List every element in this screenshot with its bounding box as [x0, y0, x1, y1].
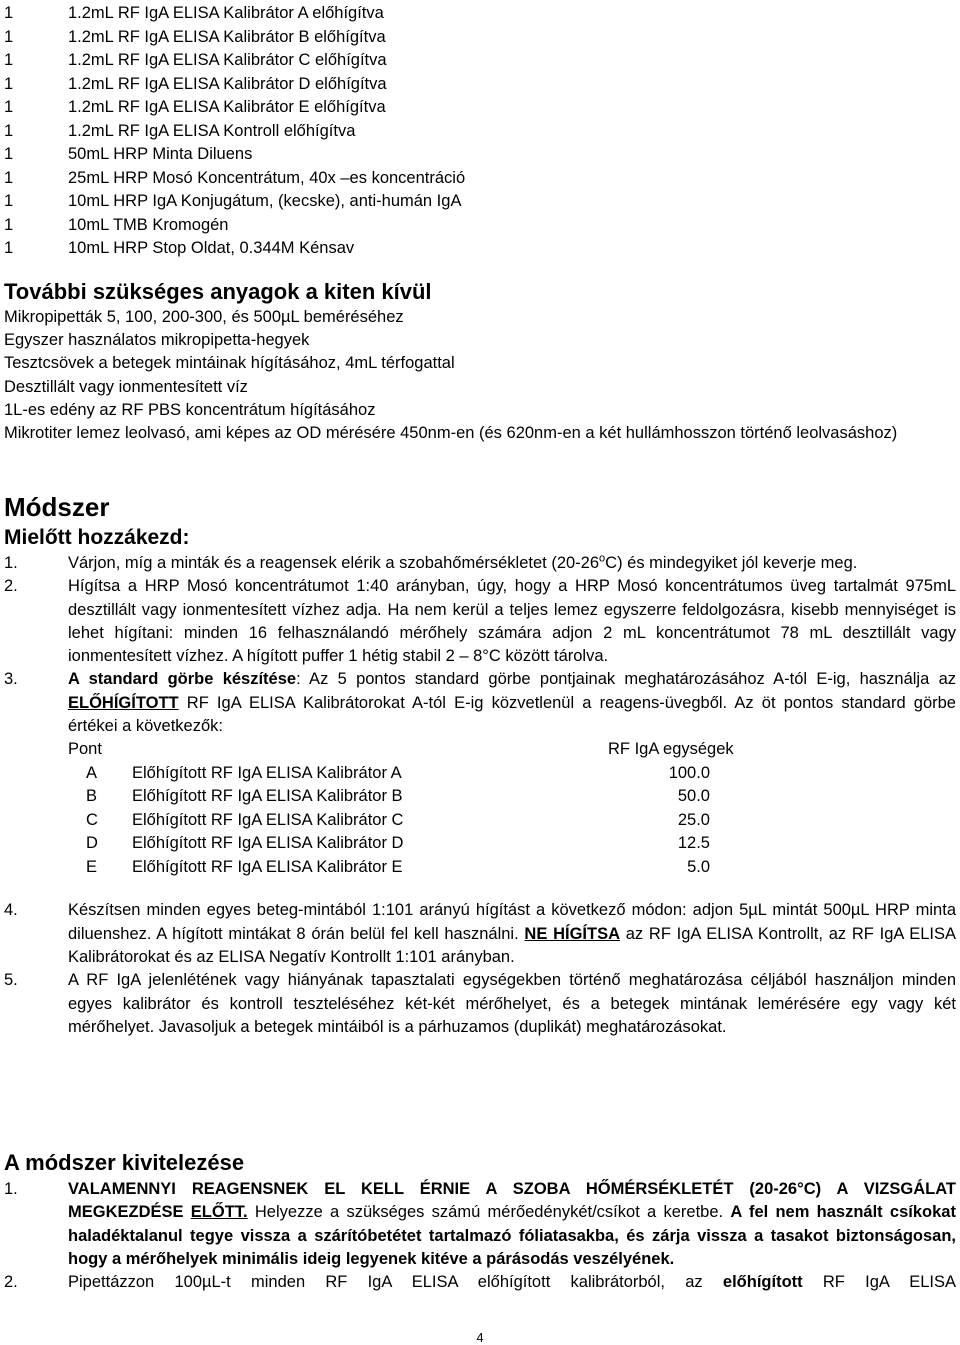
calibrator-cell: Előhígított RF IgA ELISA Kalibrátor D [132, 834, 404, 853]
point-cell: B [86, 787, 98, 806]
kit-item-qty: 1 [4, 74, 14, 93]
table-row [68, 856, 956, 880]
material-item: Tesztcsövek a betegek mintáinak hígításához, 4mL térfogattal [4, 354, 455, 373]
kit-item-qty: 1 [4, 51, 14, 69]
materials-section [4, 278, 956, 445]
kit-item [4, 190, 465, 214]
point-cell: E [86, 857, 98, 876]
procedure-section [4, 1148, 956, 1294]
material-item: Mikropipetták 5, 100, 200-300, és 500µL beméréséhez [4, 308, 404, 326]
kit-item-qty: 1 [4, 215, 14, 234]
step-text: A standard görbe készítése: Az 5 pontos standard görbe pontjainak meghatározásához A-tól E-ig, használja az ELŐHÍGÍTOTT RF IgA ELISA Kalibrátorokat A-tól E-ig közvetlenül a reagens-üvegből. Az öt pontos standard görbe értékei a következők: Pont RF IgA egységek A Előhígított RF IgA ELISA Kalibrátor A 100.0 B Előhígított RF IgA ELISA Kalibrátor B 50.0 C Előhígított RF IgA ELISA Kalibrátor C 25.0 D Előhígított RF IgA ELISA Kalibrátor D 12.5 E Előhígított RF IgA ELISA Kalibrátor E 5.0 [68, 668, 956, 879]
materials-list [4, 306, 956, 445]
point-cell: A [86, 763, 98, 782]
kit-item [4, 237, 465, 261]
procedure-step-2 [4, 1271, 956, 1294]
kit-contents-list [4, 2, 465, 261]
kit-item-qty: 1 [4, 4, 14, 22]
kit-item-qty: 1 [4, 145, 14, 163]
point-cell: C [86, 810, 98, 829]
value-cell: 25.0 [677, 810, 710, 829]
value-cell: 5.0 [687, 857, 710, 876]
calibrator-cell: Előhígított RF IgA ELISA Kalibrátor A [132, 763, 402, 782]
kit-item-desc: 1.2mL RF IgA ELISA Kalibrátor D előhígítva [68, 74, 387, 93]
before-start-heading: Mielőtt hozzákezd: [4, 526, 190, 549]
page-number: 4 [476, 1330, 484, 1345]
kit-item-qty: 1 [4, 98, 14, 116]
kit-item [4, 2, 465, 26]
value-cell: 12.5 [677, 834, 710, 853]
kit-item-qty: 1 [4, 121, 14, 140]
kit-item-desc: 50mL HRP Minta Diluens [68, 145, 253, 163]
kit-item-desc: 1.2mL RF IgA ELISA Kalibrátor A előhígítva [68, 4, 384, 22]
step-number: 1. [4, 554, 18, 572]
step-text: A RF IgA jelenlétének vagy hiányának tapasztalati egységekben történő meghatározása céljából használjon minden egyes kalibrátor és kontroll teszteléséhez két-két mérőhelyet, és a betegek mintának lemérésére egy vagy két mérőhelyet. Javasoljuk a betegek mintáiból is a párhuzamos (duplikát) meghatározásokat. [68, 971, 956, 1036]
kit-item-qty: 1 [4, 192, 14, 210]
method-step-2 [4, 575, 956, 668]
kit-item [4, 96, 465, 120]
material-item: Egyszer használatos mikropipetta-hegyek [4, 331, 310, 350]
material-item: Mikrotiter lemez leolvasó, ami képes az OD mérésére 450nm-en (és 620nm-en a két hullámhosszon történő leolvasáshoz) [4, 424, 898, 443]
kit-item [4, 73, 465, 97]
step-number: 5. [4, 971, 18, 990]
table-header [68, 738, 956, 762]
kit-item [4, 26, 465, 50]
calibrator-cell: Előhígított RF IgA ELISA Kalibrátor E [132, 857, 403, 876]
kit-item [4, 167, 465, 191]
col-point: Pont [68, 740, 102, 759]
calibrator-cell: Előhígított RF IgA ELISA Kalibrátor B [132, 787, 403, 806]
method-step-5 [4, 969, 956, 1039]
step-number: 3. [4, 670, 18, 689]
kit-item-desc: 25mL HRP Mosó Koncentrátum, 40x –es koncentráció [68, 168, 466, 187]
step-number: 4. [4, 901, 18, 920]
kit-item-desc: 1.2mL RF IgA ELISA Kontroll előhígítva [68, 121, 356, 140]
procedure-step-1 [4, 1178, 956, 1271]
kit-item-desc: 1.2mL RF IgA ELISA Kalibrátor C előhígítva [68, 51, 387, 69]
kit-item [4, 120, 465, 144]
standard-curve-table [68, 738, 956, 879]
method-section [4, 490, 956, 1039]
kit-item [4, 143, 465, 167]
calibrator-cell: Előhígított RF IgA ELISA Kalibrátor C [132, 810, 404, 829]
step-text: Várjon, míg a minták és a reagensek elérik a szobahőmérsékletet (20-26$^o$C) és mindegyiket jól keverje meg. [68, 552, 858, 572]
step-number: 1. [4, 1180, 18, 1198]
point-cell: D [86, 834, 98, 853]
kit-item [4, 49, 465, 73]
step-number: 2. [4, 577, 18, 596]
method-step-4 [4, 899, 956, 969]
value-cell: 100.0 [668, 763, 710, 782]
procedure-title: A módszer kivitelezése [4, 1150, 245, 1175]
table-row [68, 832, 956, 856]
kit-item-desc: 1.2mL RF IgA ELISA Kalibrátor B előhígítva [68, 27, 386, 46]
method-title: Módszer [4, 492, 110, 522]
kit-item-qty: 1 [4, 239, 14, 257]
kit-item-desc: 10mL TMB Kromogén [68, 215, 229, 234]
kit-item-desc: 1.2mL RF IgA ELISA Kalibrátor E előhígítva [68, 98, 386, 116]
kit-item-desc: 10mL HRP IgA Konjugátum, (kecske), anti-humán IgA [68, 192, 462, 210]
table-row [68, 785, 956, 809]
step-number: 2. [4, 1273, 18, 1292]
table-row [68, 762, 956, 786]
col-units: RF IgA egységek [608, 740, 734, 759]
step-text: VALAMENNYI REAGENSNEK EL KELL ÉRNIE A SZOBA HŐMÉRSÉKLETÉT (20-26°C) A VIZSGÁLAT MEGKEZDÉSE ELŐTT. Helyezze a szükséges számú mérőedénykét/csíkot a keretbe. A fel nem használt csíkokat haladéktalanul tegye vissza a szárítóbetétet tartalmazó fóliatasakba, és zárja vissza a tasakot biztonságosan, hogy a mérőhelyek minimális ideig legyenek kitéve a párásodás veszélyének. [68, 1180, 956, 1268]
material-item: 1L-es edény az RF PBS koncentrátum hígításához [4, 400, 376, 419]
kit-item-qty: 1 [4, 168, 14, 187]
kit-item [4, 214, 465, 238]
step-text: Pipettázzon 100µL-t minden RF IgA ELISA előhígított kalibrátorból, az előhígított RF IgA ELISA [68, 1273, 956, 1292]
material-item: Desztillált vagy ionmentesített víz [4, 377, 248, 396]
step-text: Készítsen minden egyes beteg-mintából 1:101 arányú hígítást a következő módon: adjon 5µL mintát 500µL HRP minta diluenshez. A hígított mintákat 8 órán belül fel kell használni. NE HÍGÍTSA az RF IgA ELISA Kontrollt, az RF IgA ELISA Kalibrátorokat és az ELISA Negatív Kontrollt 1:101 arányban. [68, 901, 956, 966]
method-step-1 [4, 552, 956, 575]
kit-item-desc: 10mL HRP Stop Oldat, 0.344M Kénsav [68, 239, 355, 257]
method-step-3 [4, 668, 956, 879]
table-row [68, 809, 956, 833]
value-cell: 50.0 [677, 787, 710, 806]
step-text: Hígítsa a HRP Mosó koncentrátumot 1:40 arányban, úgy, hogy a HRP Mosó koncentrátumos üveg tartalmát 975mL desztillált vagy ionmentesített vízhez adja. Ha nem kerül a teljes lemez egyszerre feldolgozásra, kisebb mennyiséget is lehet hígítani: minden 16 felhasználandó mérőhely számára adjon 2 mL koncentrátumot 78 mL desztillált vagy ionmentesített vízhez. A hígított puffer 1 hétig stabil 2 – 8°C között tárolva. [68, 577, 956, 666]
kit-item-qty: 1 [4, 27, 14, 46]
materials-heading: További szükséges anyagok a kiten kívül [4, 279, 432, 304]
